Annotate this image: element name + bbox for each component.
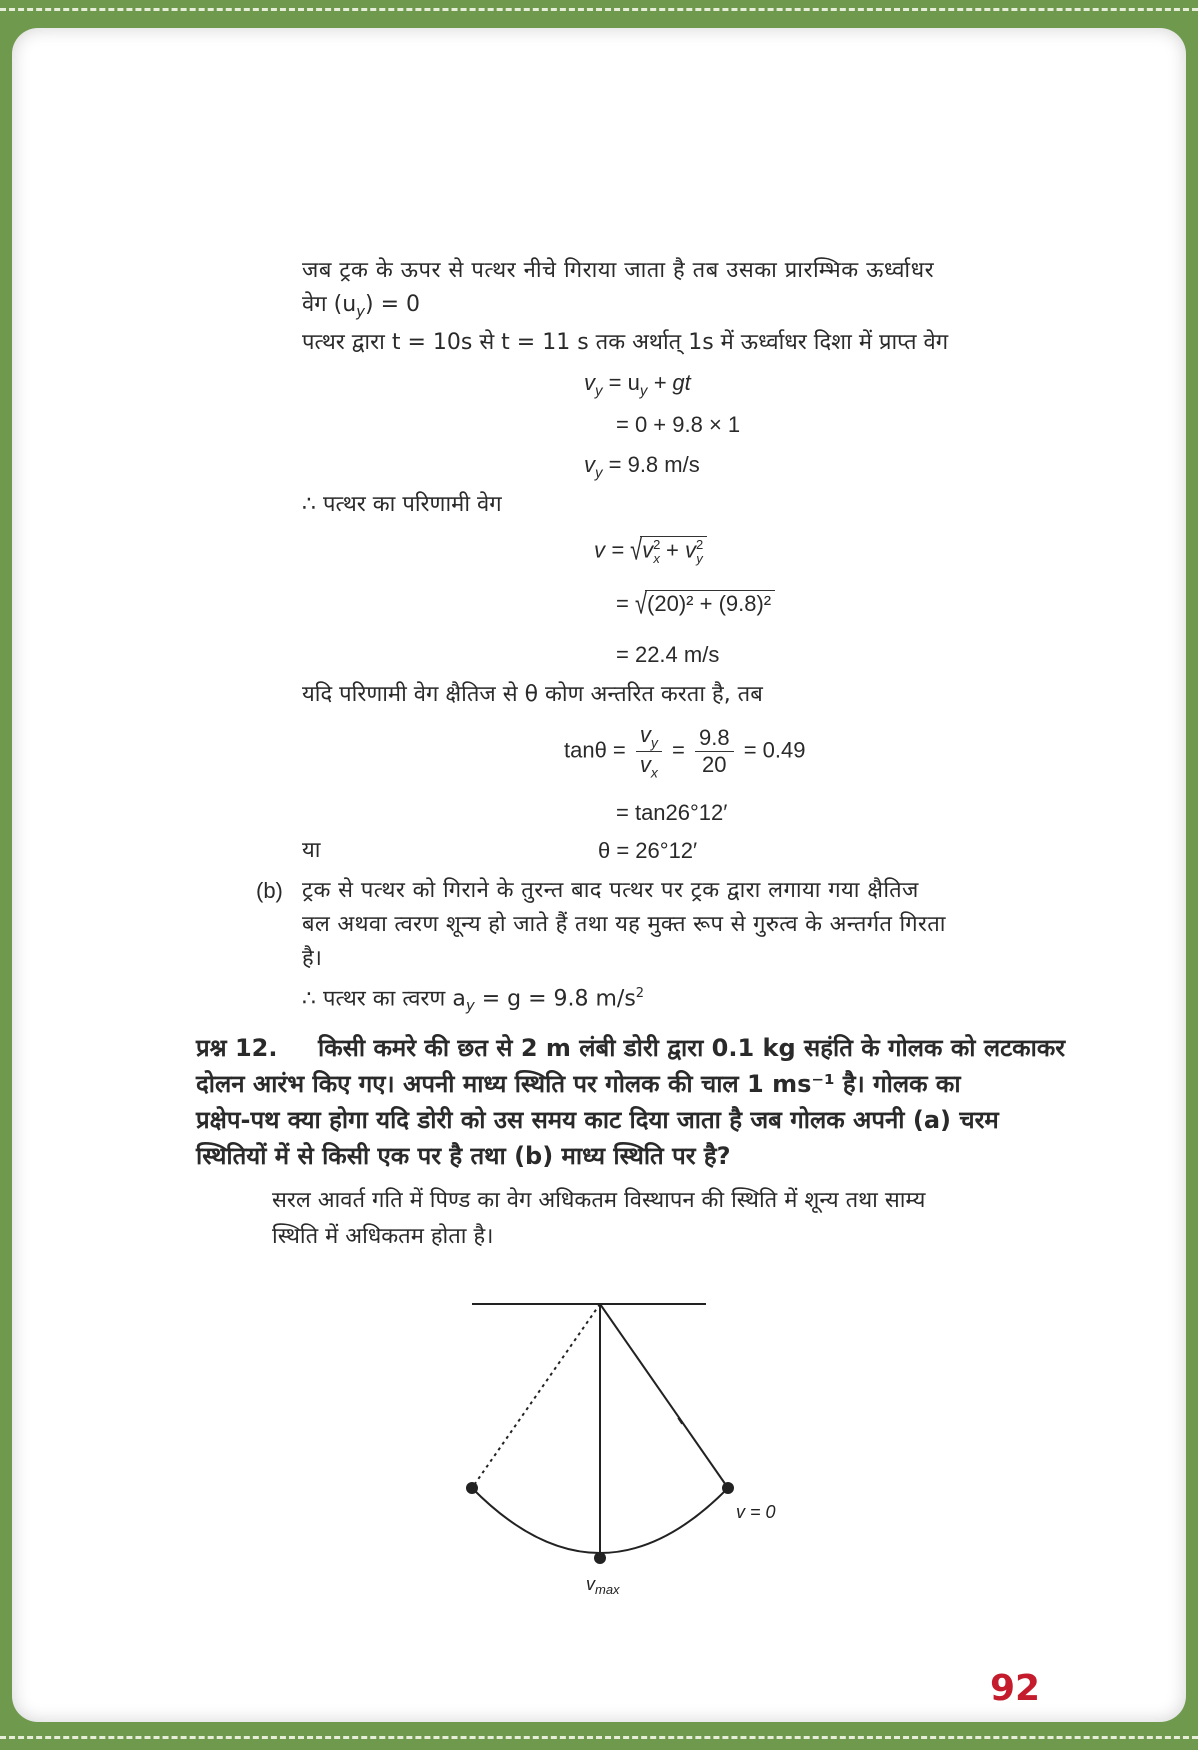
label-v-zero: v = 0 [736,1502,776,1522]
eq-v-2: = √(20)² + (9.8)² [616,590,775,617]
book-page [12,28,1186,1722]
eq-vy-1: $v_y = u_y$ + gt [584,370,691,400]
resultant-velocity-label: ∴ पत्थर का परिणामी वेग [302,492,502,517]
answer-line2: स्थिति में अधिकतम होता है। [272,1224,494,1249]
question-12-line1: किसी कमरे की छत से 2 m लंबी डोरी द्वारा 0.1 kg सहंति के गोलक को लटकाकर [318,1034,1066,1062]
page-number: 92 [990,1668,1041,1709]
bob-left-extreme [466,1482,478,1494]
para1-line1: जब ट्रक के ऊपर से पत्थर नीचे गिराया जाता है तब उसका प्रारम्भिक ऊर्ध्वाधर [302,258,935,283]
theta-result: θ = 26°12′ [598,838,698,863]
eq-v-3: = 22.4 m/s [616,642,720,667]
pendulum-diagram [452,1288,782,1628]
question-12-label: प्रश्न 12. [196,1034,278,1062]
top-dashed-border [0,8,1198,11]
extreme-right-string [600,1304,728,1488]
bob-right-extreme [722,1482,734,1494]
part-b-line2: बल अथवा त्वरण शून्य हो जाते हैं तथा यह मुक्त रूप से गुरुत्व के अन्तर्गत गिरता [302,912,946,937]
part-b-label: (b) [256,878,283,903]
eq-vy-3: $v_y = 9.8$ m/s [584,452,700,482]
para1-line2: वेग $(u_y) = 0$ [302,292,421,321]
bob-mean-position [594,1552,606,1564]
part-b-line3: है। [302,946,323,971]
part-b-line1: ट्रक से पत्थर को गिराने के तुरन्त बाद पत्थर पर ट्रक द्वारा लगाया गया क्षैतिज [302,878,919,903]
question-12-line2: दोलन आरंभ किए गए। अपनी माध्य स्थिति पर गोलक की चाल 1 ms⁻¹ है। गोलक का [196,1070,961,1098]
ya-label: या [302,838,321,863]
para2-line: पत्थर द्वारा t = 10s से t = 11 s तक अर्थात् 1s में ऊर्ध्वाधर दिशा में प्राप्त वेग [302,330,949,355]
eq-tan-2: = tan26°12′ [616,800,728,825]
acceleration-line: ∴ पत्थर का त्वरण $a_y = g = 9.8$ $m/s^2$ [302,986,645,1015]
eq-tan: tanθ = $\frac{v_y}{v_x}$ = $\frac{9.8}{20}$ = 0.49 [564,722,806,781]
eq-v-1: $v = √v^2_x + v^2_y$ [594,536,707,566]
question-12-line4: स्थितियों में से किसी एक पर है तथा (b) माध्य स्थिति पर है? [196,1142,731,1170]
extreme-left-string [472,1304,600,1488]
answer-line1: सरल आवर्त गति में पिण्ड का वेग अधिकतम विस्थापन की स्थिति में शून्य तथा साम्य [272,1188,926,1213]
question-12-line3: प्रक्षेप-पथ क्या होगा यदि डोरी को उस समय काट दिया जाता है जब गोलक अपनी (a) चरम [196,1106,999,1134]
label-vmax: $v_{max}$ [586,1574,620,1597]
angle-statement: यदि परिणामी वेग क्षैतिज से θ कोण अन्तरित करता है, तब [302,682,763,707]
bottom-dashed-border [0,1736,1198,1739]
eq-vy-2: = 0 + 9.8 × 1 [616,412,741,437]
